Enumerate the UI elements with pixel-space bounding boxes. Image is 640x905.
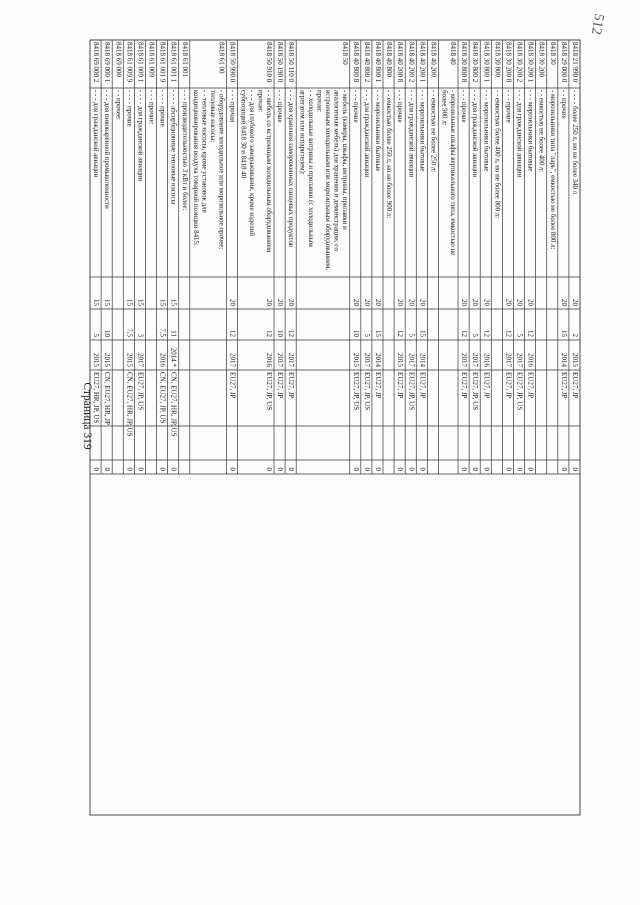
row-code: 8418 40 200 1 [418, 42, 427, 83]
row-mark: 0 [92, 467, 101, 471]
row-base-rate: 20 [374, 299, 383, 306]
row-description [192, 90, 224, 249]
row-description [181, 90, 188, 210]
row-base-rate: 20 [276, 299, 285, 306]
table-row [516, 42, 524, 472]
row-description-line: - морозильные шкафы вертикального типа, емкостью не [449, 90, 457, 256]
row-description [527, 90, 534, 171]
row-mark: 0 [526, 467, 535, 471]
row-code: 8418 50 [340, 42, 349, 65]
table-row [363, 42, 371, 472]
row-final-rate: 12 [460, 330, 469, 337]
row-description [396, 90, 403, 123]
table-row [374, 42, 382, 472]
row-description [460, 90, 467, 123]
row-description-line: тепловые насосы: [208, 90, 216, 143]
row-description-line: аналогичная мебель) для хранения и демонстрации, со [332, 90, 340, 251]
table-row [549, 42, 557, 249]
row-description-line: - - тепловые насосы, кроме установок для [200, 90, 208, 213]
table-row [396, 42, 404, 472]
row-description-line: - - - морозильники бытовые [526, 90, 534, 172]
row-year: 2015 [92, 353, 101, 367]
row-description [516, 90, 523, 178]
row-code: 8418 30 200 [537, 42, 546, 77]
row-description-line: прочая: [256, 90, 264, 113]
table-row [170, 42, 178, 472]
row-description [407, 90, 414, 178]
rotated-table-wrapper [80, 30, 590, 875]
row-final-rate: 12 [396, 330, 405, 337]
row-countries: EU27, JP [559, 372, 568, 399]
table-row [460, 42, 468, 472]
row-description-line: агрегатом или испарителем): [298, 90, 306, 175]
row-base-rate: 20 [460, 299, 469, 306]
row-description [418, 90, 425, 171]
row-base-rate: 20 [362, 299, 371, 306]
row-countries: CN, EU27, HR, JP, US [125, 372, 134, 437]
row-countries: EU27, JP [526, 372, 535, 399]
row-year: 2014 [559, 353, 568, 367]
row-description-line: - - - для хранения замороженных пищевых продуктов [287, 90, 295, 248]
row-code: 8418 61 009 9 [125, 42, 134, 83]
row-description-line: - - - для пивоваренной промышленности [103, 90, 111, 209]
row-base-rate: 15 [169, 299, 178, 306]
row-year: 2015 [125, 353, 134, 367]
row-description-line: - - емкостью не более 400 л: [537, 90, 545, 173]
row-description [538, 90, 545, 172]
row-description-line: - - - морозильники бытовые [374, 90, 382, 172]
table-row [471, 42, 479, 472]
row-description [170, 90, 177, 204]
row-mark: 0 [571, 467, 579, 471]
row-description-line: - - - - прочие [125, 90, 133, 127]
row-year: 2015 [571, 353, 579, 367]
table-row [136, 42, 144, 472]
row-mark: 0 [265, 467, 274, 471]
table-row [429, 42, 437, 172]
row-final-rate: 7,5 [158, 328, 167, 337]
row-year: 2017 [460, 353, 469, 367]
row-base-rate: 20 [265, 299, 274, 306]
row-final-rate: 15 [559, 330, 568, 337]
row-code: 8418 61 001 [180, 42, 189, 77]
row-year: 2014 [418, 353, 427, 367]
row-code: 8418 30 200 1 [526, 42, 535, 83]
row-countries: EU27, JP [228, 372, 237, 399]
row-code: 8418 30 800 1 [482, 42, 491, 83]
row-code: 8418 40 200 [429, 42, 438, 77]
row-countries: EU27, JP, US [407, 372, 416, 411]
row-code: 8418 30 [548, 42, 557, 65]
row-countries: EU27, JP [287, 372, 296, 399]
row-year: 2017 [471, 353, 480, 367]
row-countries: EU27, JP [418, 372, 427, 399]
row-final-rate: 12 [482, 330, 491, 337]
row-base-rate: 15 [103, 299, 112, 306]
row-final-rate: 15 [374, 330, 383, 337]
row-description [560, 90, 567, 119]
row-code: 8418 29 000 0 [559, 42, 568, 83]
row-base-rate: 20 [287, 299, 296, 306]
table-row [504, 42, 512, 472]
row-code: 8418 30 200 8 [504, 42, 513, 83]
row-description-line: - - - - более 250 л, но не более 340 л [571, 90, 578, 195]
row-base-rate: 15 [158, 299, 167, 306]
row-code: 8418 69 000 2 [92, 42, 101, 83]
row-description-line: - - - для гражданской авиации [362, 90, 370, 178]
row-description [352, 90, 359, 123]
row-base-rate: 20 [515, 299, 524, 306]
row-description-line: - - - - абсорбционные тепловые насосы [169, 90, 177, 205]
row-year: 2016 [158, 353, 167, 367]
table-row [560, 42, 568, 472]
table-row [125, 42, 133, 472]
row-description [228, 90, 235, 123]
row-final-rate: 5 [92, 333, 101, 337]
row-base-rate: 20 [526, 299, 535, 306]
row-code: 8418 61 001 9 [158, 42, 167, 83]
row-countries: EU27, JP [460, 372, 469, 399]
row-description-line: - - - прочая [228, 90, 236, 123]
row-description-line: - - - прочие [460, 90, 468, 123]
table-row [276, 42, 284, 472]
row-description-line: прочая: [315, 90, 323, 113]
row-description [92, 90, 99, 178]
row-code: 8418 40 200 8 [396, 42, 405, 83]
row-countries: EU27, JP, US [265, 372, 274, 411]
row-year: 2017 [407, 353, 416, 367]
row-code: 8418 50 990 0 [228, 42, 237, 83]
row-countries: EU27, JP [504, 372, 513, 399]
row-code: 8418 69 000 1 [103, 42, 112, 83]
row-mark: 0 [287, 467, 296, 471]
row-mark: 0 [374, 467, 383, 471]
row-year: 2017 [276, 353, 285, 367]
row-countries: EU27, JP, US [515, 372, 524, 411]
tariff-table [80, 30, 590, 875]
row-description-line: - - - для гражданской авиации [515, 90, 523, 178]
row-mark: 0 [559, 467, 568, 471]
row-final-rate: 12 [265, 330, 274, 337]
row-base-rate: 20 [407, 299, 416, 306]
row-countries: EU27, JP, US [362, 372, 371, 411]
row-final-rate: 3 [136, 333, 145, 337]
row-description-line: субпозиций 8418 30 и 8418 40 [239, 90, 247, 179]
row-description-line: - - - для гражданской авиации [92, 90, 100, 178]
row-description-line: кондиционирования воздуха товарной позиции 8415: [191, 90, 199, 246]
table-row [493, 42, 501, 218]
row-final-rate: 15 [418, 330, 427, 337]
row-description [471, 90, 478, 178]
table-row [298, 42, 348, 270]
row-code: 8418 40 800 [385, 42, 394, 77]
row-countries: CN, EU27, HR, JP [103, 372, 112, 425]
row-code: 8418 40 200 2 [407, 42, 416, 83]
row-description [493, 90, 500, 218]
row-description-line: - оборудование холодильное или морозильное прочее; [217, 90, 225, 250]
row-final-rate: 12 [504, 330, 513, 337]
row-code: 8418 50 190 0 [276, 42, 285, 83]
row-countries: EU27, JP [571, 372, 579, 399]
row-mark: 0 [460, 467, 469, 471]
table-row [418, 42, 426, 472]
row-description [148, 90, 155, 125]
row-base-rate: 20 [559, 299, 568, 306]
table-row [352, 42, 360, 472]
row-final-rate: 10 [103, 330, 112, 337]
row-code: 8418 30 800 8 [460, 42, 469, 83]
row-final-rate: 2 [571, 333, 579, 337]
table-row [527, 42, 535, 472]
row-base-rate: 20 [504, 299, 513, 306]
row-code: 8418 40 [449, 42, 458, 65]
row-code: 8418 61 009 [147, 42, 156, 77]
row-mark: 0 [515, 467, 524, 471]
row-description-line: - - - прочие [396, 90, 404, 123]
row-description-line: - - - прочие [504, 90, 512, 123]
row-year: 2016 [526, 353, 535, 367]
table-row [114, 42, 122, 120]
row-description [504, 90, 511, 123]
row-mark: 0 [471, 467, 480, 471]
row-countries: EU27, JP, US [471, 372, 480, 411]
row-year: 2016 [265, 353, 274, 367]
table-row [407, 42, 415, 472]
row-code: 8418 61 00 [217, 42, 226, 74]
row-mark: 0 [136, 467, 145, 471]
row-description [385, 90, 392, 218]
row-base-rate: 20 [571, 299, 579, 306]
row-countries: EU27, JP, US [351, 372, 360, 411]
row-year: 2017 [287, 353, 296, 367]
row-description-line: - морозильники типа "ларь", емкостью не более 800 л: [548, 90, 556, 250]
table-row [287, 42, 295, 472]
row-final-rate: 5 [471, 333, 480, 337]
row-description-line: - - - прочие: [147, 90, 155, 125]
row-final-rate: 12 [526, 330, 535, 337]
row-mark: 0 [407, 467, 416, 471]
handwritten-page-mark: 512 [587, 12, 607, 36]
row-description [287, 90, 294, 248]
table-row [240, 42, 273, 472]
row-mark: 0 [396, 467, 405, 471]
row-description-line: - - - производительностью 3 кВт и более: [180, 90, 188, 211]
row-description-line: - мебель (камеры, шкафы, витрины, прилавки и [340, 90, 348, 230]
row-description [298, 90, 347, 270]
row-code: 8418 21 990 0 [571, 42, 579, 83]
row-code: 8418 50 110 0 [287, 42, 296, 82]
row-year: 2016 [482, 353, 491, 367]
row-year: 2015 [351, 353, 360, 367]
row-year: 2015 [396, 353, 405, 367]
row-base-rate: 15 [92, 299, 101, 306]
row-description [429, 90, 436, 172]
row-description-line: - - емкостью более 250 л, но не более 900 л: [385, 90, 393, 219]
row-code: 8418 69 000 [114, 42, 123, 77]
row-base-rate: 20 [482, 299, 491, 306]
row-mark: 0 [103, 467, 112, 471]
row-description-line: - - - для глубокого замораживания, кроме изделий [248, 90, 256, 237]
row-final-rate: 5 [515, 333, 524, 337]
row-description-line: более 900 л: [440, 90, 448, 126]
row-final-rate: 12 [287, 330, 296, 337]
row-final-rate: 12 [228, 330, 237, 337]
row-base-rate: 15 [125, 299, 134, 306]
row-mark: 0 [482, 467, 491, 471]
table-row [385, 42, 393, 218]
row-final-rate: 11 [169, 330, 178, 337]
row-mark: 0 [418, 467, 427, 471]
row-description-line: - - емкостью не более 250 л: [429, 90, 437, 173]
row-description [240, 90, 272, 253]
row-year: 2017 [362, 353, 371, 367]
row-code: 8418 30 800 [493, 42, 502, 77]
row-base-rate: 15 [136, 299, 145, 306]
row-code: 8418 40 800 1 [374, 42, 383, 83]
row-description-line: - - холодильные витрины и прилавки (с холодильным [306, 90, 314, 247]
row-countries: EU27, JP [374, 372, 383, 399]
row-year: 2014 * [169, 347, 178, 367]
row-description [159, 90, 166, 127]
row-description-line: - - - - прочие [158, 90, 166, 127]
row-description [125, 90, 132, 127]
row-code: 8418 40 800 8 [351, 42, 360, 83]
table-row [159, 42, 167, 472]
row-countries: EU27, JP [396, 372, 405, 399]
row-mark: 0 [158, 467, 167, 471]
row-countries: EU27, HR, JP, US [92, 372, 101, 424]
row-mark: 0 [169, 467, 178, 471]
table-row [228, 42, 236, 472]
row-base-rate: 20 [471, 299, 480, 306]
row-description [276, 90, 283, 123]
table-row [441, 42, 457, 255]
row-final-rate: 10 [276, 330, 285, 337]
row-code: 8418 61 009 1 [136, 42, 145, 83]
table-row [92, 42, 100, 472]
table-rows [92, 42, 579, 472]
table-row [181, 42, 189, 210]
row-final-rate: 10 [351, 330, 360, 337]
row-mark: 0 [276, 467, 285, 471]
row-mark: 0 [362, 467, 371, 471]
table-row [571, 42, 579, 472]
row-description-line: - - прочие [559, 90, 567, 119]
table-row [192, 42, 225, 249]
row-countries: EU27, JP [276, 372, 285, 399]
row-description [441, 90, 456, 255]
row-description-line: - - - - для гражданской авиации [136, 90, 144, 182]
row-final-rate: 5 [362, 333, 371, 337]
row-year: 2017 [515, 353, 524, 367]
row-base-rate: 20 [351, 299, 360, 306]
row-description-line: - - - прочие [276, 90, 284, 123]
row-year: 2015 [103, 353, 112, 367]
row-description [374, 90, 381, 171]
table-row [148, 42, 156, 125]
row-description-line: - - - морозильники бытовые [482, 90, 490, 172]
table-row [103, 42, 111, 472]
row-final-rate: 5 [407, 333, 416, 337]
row-mark: 0 [504, 467, 513, 471]
row-description-line: - - емкостью более 400 л, но не более 800 л: [493, 90, 501, 219]
row-code: 8418 40 800 2 [362, 42, 371, 83]
row-description-line: - - - для гражданской авиации [407, 90, 415, 178]
row-base-rate: 20 [228, 299, 237, 306]
row-year: 2014 [374, 353, 383, 367]
row-description [482, 90, 489, 171]
row-countries: EU27, JP [482, 372, 491, 399]
row-description [114, 90, 121, 120]
row-description [103, 90, 110, 209]
row-description-line: встроенным холодильным или морозильным оборудованием, [323, 90, 331, 270]
row-description-line: - - прочее: [114, 90, 122, 120]
row-code: 8418 30 800 2 [471, 42, 480, 83]
row-base-rate: 20 [396, 299, 405, 306]
row-code: 8418 30 200 2 [515, 42, 524, 83]
row-description-line: - - мебель со встроенным холодильным оборудованием [265, 90, 273, 253]
row-countries: CN, EU27, HR, JP, US [169, 372, 178, 437]
table-row [482, 42, 490, 472]
row-mark: 0 [228, 467, 237, 471]
row-description [363, 90, 370, 178]
row-description [549, 90, 556, 249]
row-description [571, 90, 578, 195]
row-year: 2017 [136, 353, 145, 367]
row-code: 8418 50 910 0 [265, 42, 274, 83]
table-row [538, 42, 546, 172]
row-description [136, 90, 143, 182]
row-mark: 0 [125, 467, 134, 471]
row-code: 8418 61 001 1 [169, 42, 178, 83]
row-countries: EU27, JP, US [136, 372, 145, 411]
row-countries: CN, EU27, JP, US [158, 372, 167, 424]
row-description-line: - - - морозильники бытовые [418, 90, 426, 172]
row-mark: 0 [351, 467, 360, 471]
page-number: Страница 319 [81, 382, 93, 450]
row-year: 2017 [228, 353, 237, 367]
row-description-line: - - - для гражданской авиации [471, 90, 479, 178]
row-description-line: - - - прочие [351, 90, 359, 123]
row-base-rate: 20 [418, 299, 427, 306]
row-final-rate: 7,5 [125, 328, 134, 337]
row-year: 2017 [504, 353, 513, 367]
